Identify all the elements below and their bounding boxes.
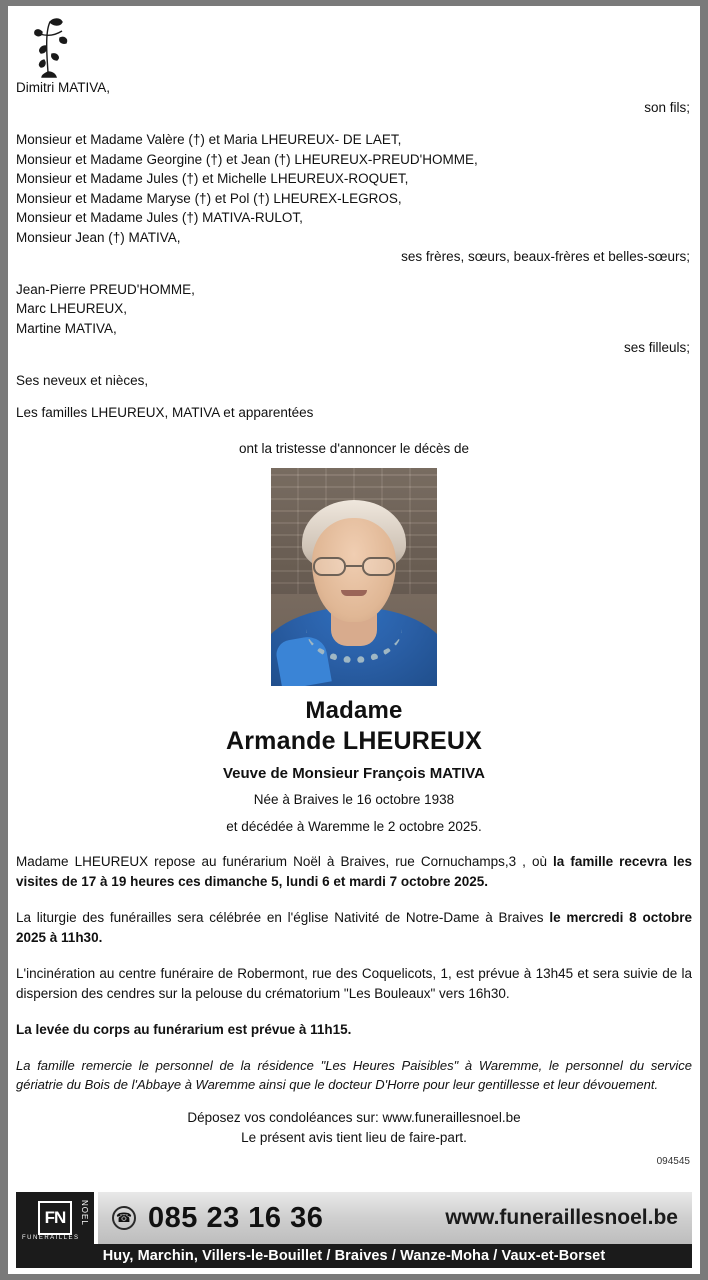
cross-with-flowers-icon <box>30 16 74 78</box>
family-line: Monsieur et Madame Jules (†) et Michelle LHEUREUX-ROQUET, <box>16 171 409 186</box>
deceased-title: Madame <box>305 696 403 724</box>
funeral-home-footer <box>16 1192 692 1268</box>
godchild-line: Jean-Pierre PREUD'HOMME, <box>16 281 195 297</box>
reference-number: 094545 <box>656 1155 690 1167</box>
announcement-text: ont la tristesse d'annoncer le décès de <box>239 440 469 456</box>
logo-initials: FN <box>38 1201 72 1235</box>
spacer <box>16 117 692 130</box>
obituary-content <box>8 6 700 1167</box>
paragraph-cremation: L'incinération au centre funéraire de Robermont, rue des Coquelicots, 1, est prévue à 13h45 et sera suivie de la dispersion des cendres sur la pelouse du crématorium "Les Bouleaux" vers 16h30. <box>16 965 692 1001</box>
paragraph-body-removal <box>16 1020 692 1040</box>
faire-part-line: Le présent avis tient lieu de faire-part. <box>241 1129 467 1145</box>
portrait-container <box>16 468 692 686</box>
spacer <box>16 267 692 280</box>
footer-banner <box>16 1192 692 1244</box>
relation-siblings: ses frères, sœurs, beaux-frères et belles-sœurs; <box>401 249 690 264</box>
phone-icon: ☎ <box>112 1206 136 1230</box>
condolences-line: Déposez vos condoléances sur: www.funeraillesnoel.be <box>187 1109 521 1125</box>
paragraph-visits <box>16 852 692 892</box>
death-line: et décédée à Waremme le 2 octobre 2025. <box>226 818 482 834</box>
portrait-photo <box>271 468 437 686</box>
liturgy-text-normal: La liturgie des funérailles sera célébrée en l'église Nativité de Notre-Dame à Braives <box>16 909 550 925</box>
opening-name: Dimitri MATIVA, <box>16 80 110 95</box>
birth-line: Née à Braives le 16 octobre 1938 <box>253 791 455 807</box>
widow-of-line: Veuve de Monsieur François MATIVA <box>222 764 485 782</box>
visits-text-normal: Madame LHEUREUX repose au funérarium Noël à Braives, rue Cornuchamps,3 , où <box>16 853 554 869</box>
logo-subtitle: FUNERAILLES <box>22 1235 80 1241</box>
funeral-home-logo <box>16 1192 94 1244</box>
family-line: Monsieur et Madame Maryse (†) et Pol (†) LHEUREX-LEGROS, <box>16 190 402 206</box>
family-line: Monsieur et Madame Georgine (†) et Jean (†) LHEUREUX-PREUD'HOMME, <box>16 151 478 167</box>
nephews-nieces-line: Ses neveux et nièces, <box>16 372 149 388</box>
family-line: Monsieur et Madame Jules (†) MATIVA-RULOT, <box>16 210 303 225</box>
website-url[interactable]: www.funeraillesnoel.be <box>445 1206 678 1229</box>
relation-son: son fils; <box>644 99 690 115</box>
paragraph-thanks: La famille remercie le personnel de la résidence "Les Heures Paisibles" à Waremme, le personnel du service gériatrie du Bois de l'Abbaye à Waremme ainsi que le docteur D'Horre pour leur gentillesse et leur dévouement. <box>16 1057 692 1092</box>
godchild-line: Martine MATIVA, <box>16 320 117 336</box>
obituary-card <box>8 6 700 1274</box>
spacer <box>16 390 692 403</box>
paragraph-liturgy <box>16 908 692 948</box>
deceased-name: Armande LHEUREUX <box>225 726 483 755</box>
contact-bar <box>94 1192 692 1244</box>
towns-list: Huy, Marchin, Villers-le-Bouillet / Braives / Wanze-Moha / Vaux-et-Borset <box>16 1244 692 1268</box>
relation-godchildren: ses filleuls; <box>623 340 690 355</box>
body-removal-text: La levée du corps au funérarium est prévue à 11h15. <box>16 1021 352 1037</box>
family-line: Monsieur Jean (†) MATIVA, <box>16 229 181 245</box>
spacer <box>16 358 692 371</box>
family-line: Monsieur et Madame Valère (†) et Maria LHEUREUX- DE LAET, <box>16 132 402 147</box>
phone-number[interactable]: 085 23 16 36 <box>148 1201 324 1234</box>
logo-name: NOEL <box>80 1200 89 1226</box>
visits-text-bold: la famille recevra les visites de 17 à 19 heures ces dimanche 5, lundi 6 et mardi 7 octobre 2025. <box>16 853 692 889</box>
families-line: Les familles LHEUREUX, MATIVA et apparentées <box>16 405 314 420</box>
godchild-line: Marc LHEUREUX, <box>16 301 128 316</box>
liturgy-text-bold: le mercredi 8 octobre 2025 à 11h30. <box>16 909 692 945</box>
